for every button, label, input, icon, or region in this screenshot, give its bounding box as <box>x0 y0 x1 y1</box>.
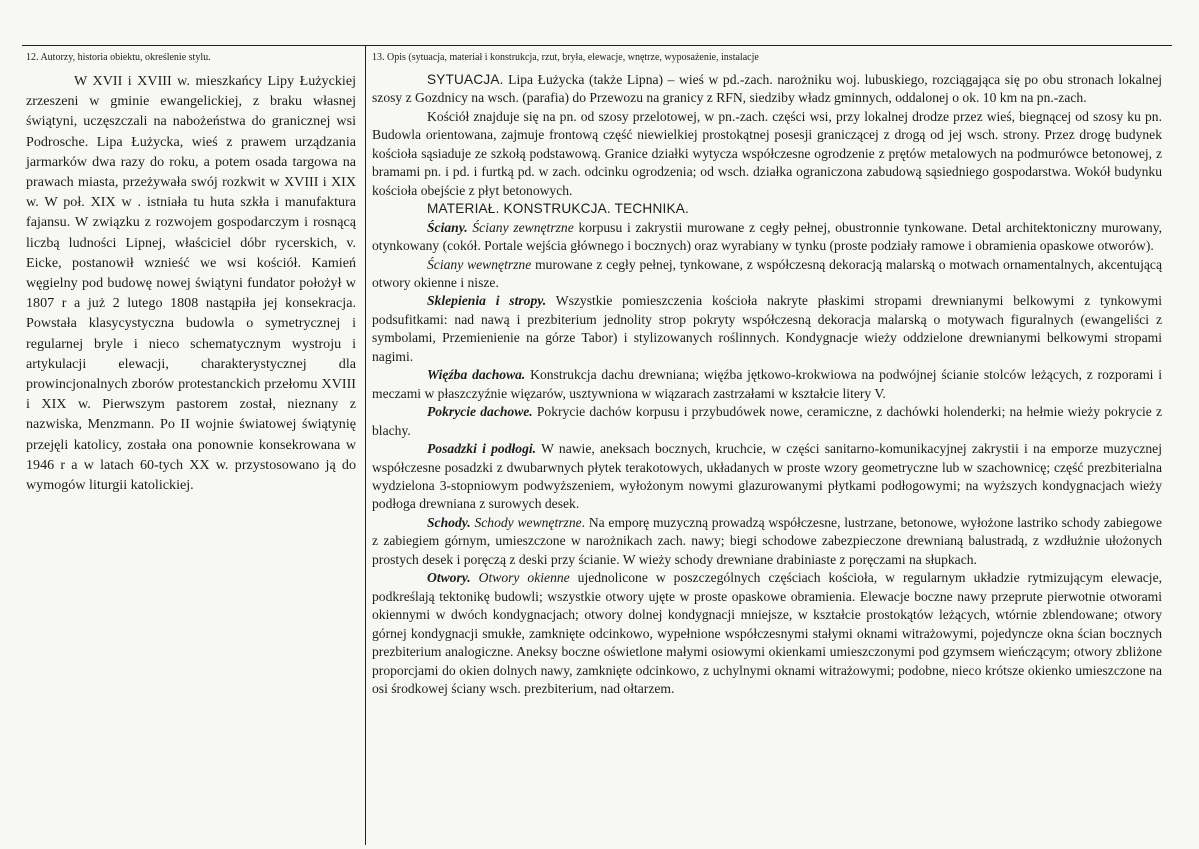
situation-paragraph <box>372 71 1162 108</box>
ceilings-heading: Sklepienia i stropy. <box>427 293 547 309</box>
windows-subheading: Otwory okienne <box>478 570 570 586</box>
floors-text: W nawie, aneksach bocznych, kruchcie, w części sanitarno-komunikacyjnej zakrystii i na emporze muzycznej współczesne posadzki z dwubarwnych płytek terakotowych, układanych w proste wzory geometryczne lub w szachownicę; część prezbiterialna wydzielona 3-stopniowym podwyższeniem, wyłożonym nowymi glazurowanymi płytkami podłogowymi; na wyższych kondygnacjach wieży podłoga drewniana z surowych desek. <box>372 441 1162 512</box>
walls-paragraph <box>372 219 1162 256</box>
external-walls-subheading: Ściany zewnętrzne <box>472 219 574 235</box>
field-12-label: 12. Autorzy, historia obiektu, określenie stylu. <box>26 52 211 63</box>
openings-paragraph <box>372 569 1162 698</box>
description-column <box>372 52 1162 698</box>
roof-truss-paragraph <box>372 366 1162 403</box>
ceilings-text: Wszystkie pomieszczenia kościoła nakryte płaskimi stropami drewnianymi belkowymi z tynkowymi podsufitkami: nad nawą i prezbiterium jednolity strop pokryty współczesną dekoracja malarską o motywach figuralnych (ewangeliści z symbolami, Przemienienie na górze Tabor) i stylizowanych roślinnych. Kondygnacje wieży oddzielone drewnianymi belkowymi stropami nagimi. <box>372 293 1162 364</box>
stairs-subheading: Schody wewnętrzne <box>474 514 582 530</box>
roofing-text: Pokrycie dachów korpusu i przybudówek nowe, ceramiczne, z dachówki holenderki; na hełmie wieży pokrycie z blachy. <box>372 404 1163 438</box>
history-column <box>26 52 356 495</box>
material-heading-paragraph <box>372 200 1162 218</box>
roofing-paragraph <box>372 403 1162 440</box>
internal-walls-text: murowane z cegły pełnej, tynkowane, z współczesną dekoracją malarską o motwach ornamentalnych, akcentującą otwory okienne i nisze. <box>372 256 1162 290</box>
situation-text: Lipa Łużycka (także Lipna) – wieś w pd.-zach. narożniku woj. lubuskiego, rozciągająca się po obu stronach lokalnej szosy z Gozdnicy na wsch. (parafia) do Przewozu na granicy z RFN, siedziby władz gminnych, oddalonej o ok. 10 km na pn.-zach. <box>372 72 1162 106</box>
stairs-paragraph <box>372 514 1162 569</box>
stairs-heading: Schody. <box>427 514 471 530</box>
floors-heading: Posadzki i podłogi. <box>427 441 537 457</box>
walls-heading: Ściany. <box>427 219 468 235</box>
roof-truss-heading: Więźba dachowa. <box>427 367 526 383</box>
openings-heading: Otwory. <box>427 570 471 586</box>
openings-text: ujednolicone w poszczególnych częściach kościoła, w regularnym układzie rytmizującym elewacje, podkreślają tektonikę budowli; wszystkie otwory ujęte w proste opaskowe obramienia. Elewacje boczne nawy przeprute pierwotnie otworami okiennymi w dwóch kondygnacjach; otwory dolnej kondygnacji mniejsze, w kształcie prostokątów leżących, wtórnie zblendowane; otwory górnej kondygnacji smukłe, zamknięte odcinkowo, wypełnione współczesnymi stałymi oknami witrażowymi, pojedyncze okna ścian bocznych prezbiterium analogiczne. Aneksy boczne oświetlone małymi osiowymi okienkami umieszczonymi pod gzymsem wieńczącym; otwory zbliżone proporcjami do okien dolnych nawy, zamknięte odcinkowo, z uchylnymi oknami witrażowymi; podobne, nieco krótsze okienko umieszczone na osi środkowej ściany wsch. prezbiterium, nad ołtarzem. <box>372 570 1163 696</box>
material-heading: MATERIAŁ. KONSTRUKCJA. TECHNIKA. <box>427 201 689 217</box>
field-13-label: 13. Opis (sytuacja, materiał i konstrukcja, rzut, bryła, elewacje, wnętrze, wyposażenie, instalacje <box>372 52 759 63</box>
column-divider <box>365 45 366 845</box>
ceilings-paragraph <box>372 292 1162 366</box>
roof-truss-text: Konstrukcja dachu drewniana; więźba jętkowo-krokwiowa na podwójnej ścianie stolców leżących, z rozporami i meczami w płaszczyźnie więzarów, usztywniona w wiązarach zastrzałami w kształcie litery V. <box>372 367 1163 401</box>
history-text: W XVII i XVIII w. mieszkańcy Lipy Łużyckiej zrzeszeni w gminie ewangelickiej, z braku własnej świątyni, uczęszczali na nabożeństwa do granicznej wsi Podrosche. Lipa Łużycka, wieś z prawem urządzania jarmarków dwa razy do roku, a potem osada targowa na prawach miasta, przeżywała swój rozkwit w XVIII i XIX w. W poł. XIX w . istniała tu huta szkła i manufaktura fajansu. W związku z rozwojem gospodarczym i rosnącą liczbą ludności Lipnej, właściciel dóbr rycerskich, v. Eicke, postanowił wznieść we wsi kościół. Kamień węgielny pod budowę nowej świątyni fundator położył w 1807 r a już 2 lutego 1808 nastąpiła jej konsekracja. Powstała klasycystyczna budowla o symetrycznej i regularnej bryle i nieco schematycznym wystroju i artykulacji elewacji, charakterystycznej dla prowincjonalnych zborów protestanckich przełomu XVIII i XIX w. Pierwszym pastorem został, nieznany z nazwiska, Menzmann. Po II wojnie światowej świątynię przejęli katolicy, została ona ponownie konsekrowana w 1946 r a w latach 60-tych XX w. przystosowano ją do wymogów liturgii katolickiej. <box>26 73 356 494</box>
internal-walls-subheading: Ściany wewnętrzne <box>427 256 532 272</box>
situation-paragraph-2: Kościół znajduje się na pn. od szosy przelotowej, w pn.-zach. części wsi, przy lokalnej drodze przez wieś, biegnącej od szosy ku pn. Budowla orientowana, zajmuje frontową część niewielkiej prostokątnej posesji graniczącej z drogą od jej wsch. strony. Przez drogę budynek kościoła sąsiaduje ze szkołą podstawową. Granice działki wytycza współczesne ogrodzenie z prętów metalowych na podmurówce betonowej, z bramami pn. i pd. i furtką pd. w zach. odcinku ogrodzenia; od wsch. działka ograniczona zabudową sąsiedniego gospodarstwa. Wokół budynku kościoła obejście z płyt betonowych. <box>372 108 1162 198</box>
situation-heading: SYTUACJA. <box>427 72 504 87</box>
top-rule <box>22 45 1172 46</box>
external-walls-text: korpusu i zakrystii murowane z cegły pełnej, obustronnie tynkowane. Detal architektoniczny murowany, otynkowany (cokół. Portale wejścia głównego i bocznych) oraz wyrabiany w tynku (proste podziały ramowe i obramienia opaskowe otworów). <box>372 219 1163 254</box>
floors-paragraph <box>372 440 1162 514</box>
internal-walls-paragraph <box>372 256 1162 293</box>
stairs-text: . Na emporę muzyczną prowadzą współczesne, lustrzane, betonowe, wyłożone lastriko schody zabiegowe z zabiegiem górnym, umieszczone w narożnikach zach. nawy; biegi schodowe zabezpieczone drewnianą balustradą, z wzdłużnie ułożonych prostych desek i poręczą z deski przy ścianie. W wieży schody drewniane drabiniaste z poręczami na słupkach. <box>372 514 1162 567</box>
roofing-heading: Pokrycie dachowe. <box>427 404 533 420</box>
